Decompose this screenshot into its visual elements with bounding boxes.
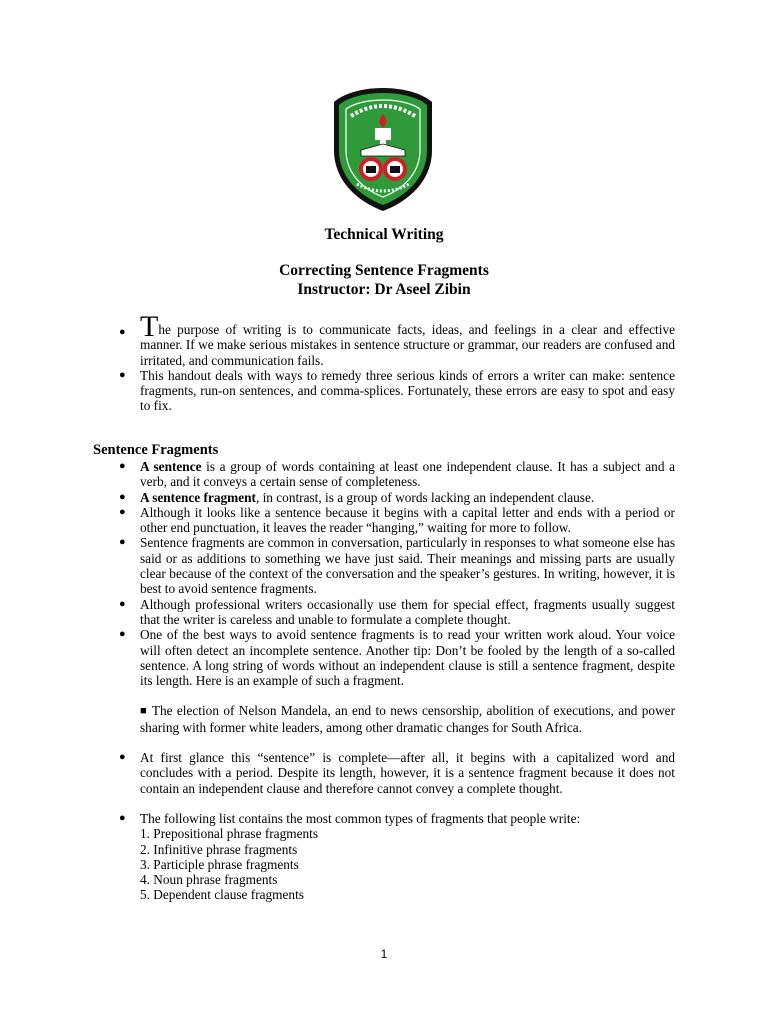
bullet-icon: ● xyxy=(119,460,126,472)
intro-bullet-purpose xyxy=(119,310,675,368)
list-item xyxy=(119,459,675,490)
bullet-icon: ● xyxy=(119,505,126,518)
text: Sentence fragments are common in conversation, particularly in responses to what someone else has said or as additions to something we have just said. Their meanings and missing parts are usually clear because of the context of the conversation and the speaker’s gestures. In writing, however, it is best to avoid sentence fragments. xyxy=(140,535,675,597)
list-item xyxy=(119,535,675,596)
list-item xyxy=(119,597,675,628)
sentence-fragments-section xyxy=(119,459,675,903)
square-bullet-icon: ■ xyxy=(140,705,148,718)
term-fragment: A sentence fragment xyxy=(140,489,256,505)
text: At first glance this “sentence” is complete—after all, it begins with a capitalized word and concludes with a period. Despite its length, however, it is a sentence fragment because it does not contain an independent clause and therefore cannot convey a complete thought. xyxy=(140,750,675,796)
definition-fragment: , in contrast, is a group of words lacking an independent clause. xyxy=(255,489,595,505)
bullet-icon: ● xyxy=(119,368,126,381)
section-heading: Sentence Fragments xyxy=(93,442,219,458)
intro-purpose-text: he purpose of writing is to communicate facts, ideas, and feelings in a clear and effective manner. If we make serious mistakes in sentence structure or grammar, our readers are confused and irritated, and communication fails. xyxy=(140,322,675,368)
list-item xyxy=(119,750,675,796)
intro-section xyxy=(119,310,675,414)
fragment-example xyxy=(140,703,675,735)
text: Although professional writers occasionally use them for special effect, fragments usually suggest that the writer is careless and unable to formulate a complete thought. xyxy=(140,596,675,627)
bullet-icon: ● xyxy=(119,628,126,641)
page-number: 1 xyxy=(380,947,388,961)
example-text: The election of Nelson Mandela, an end to news censorship, abolition of executions, and power sharing with former white leaders, among other dramatic changes for South Africa. xyxy=(140,703,675,735)
drop-cap: T xyxy=(140,310,159,343)
course-title: Technical Writing xyxy=(324,226,444,243)
bullet-icon: ● xyxy=(119,326,126,338)
handout-topic: Correcting Sentence Fragments xyxy=(279,262,489,279)
bullet-icon: ● xyxy=(119,536,126,549)
intro-handout-text: This handout deals with ways to remedy three serious kinds of errors a writer can make: sentence fragments, run-on sentences, and comma-splices. Fortunately, these errors are easy to spot and easy to fix. xyxy=(140,367,675,414)
fragment-type: 2. Infinitive phrase fragments xyxy=(140,841,298,857)
bullet-icon: ● xyxy=(119,597,126,610)
bullet-icon: ● xyxy=(119,751,126,764)
list-item xyxy=(119,811,675,903)
fragment-type: 3. Participle phrase fragments xyxy=(140,856,299,872)
text: Although it looks like a sentence because it begins with a capital letter and ends with a period or other end punctuation, it leaves the reader “hanging,” waiting for more to follow. xyxy=(140,504,675,536)
fragment-types-list xyxy=(140,826,675,902)
fragment-type: 4. Noun phrase fragments xyxy=(140,872,278,888)
text: One of the best ways to avoid sentence fragments is to read your written work aloud. Your voice will often detect an incomplete sentence. Another tip: Don’t be fooled by the length of a so-called sentence. A long string of words without an independent clause is still a sentence fragment, despite its length. Here is an example of such a fragment. xyxy=(140,627,675,689)
term-sentence: A sentence xyxy=(140,459,202,474)
list-item xyxy=(119,505,675,536)
fragment-type: 5. Dependent clause fragments xyxy=(140,887,304,903)
bullet-icon: ● xyxy=(119,811,126,824)
list-item xyxy=(119,627,675,735)
text: The following list contains the most common types of fragments that people write: xyxy=(140,810,581,826)
bullet-icon: ● xyxy=(119,490,126,503)
list-item xyxy=(119,490,675,505)
university-crest-logo xyxy=(331,86,435,213)
fragment-type: 1. Prepositional phrase fragments xyxy=(140,826,318,842)
intro-bullet-handout xyxy=(119,368,675,414)
instructor-name: Instructor: Dr Aseel Zibin xyxy=(297,281,471,298)
definition-sentence: is a group of words containing at least one independent clause. It has a subject and a verb, and it conveys a certain sense of completeness. xyxy=(140,459,676,490)
